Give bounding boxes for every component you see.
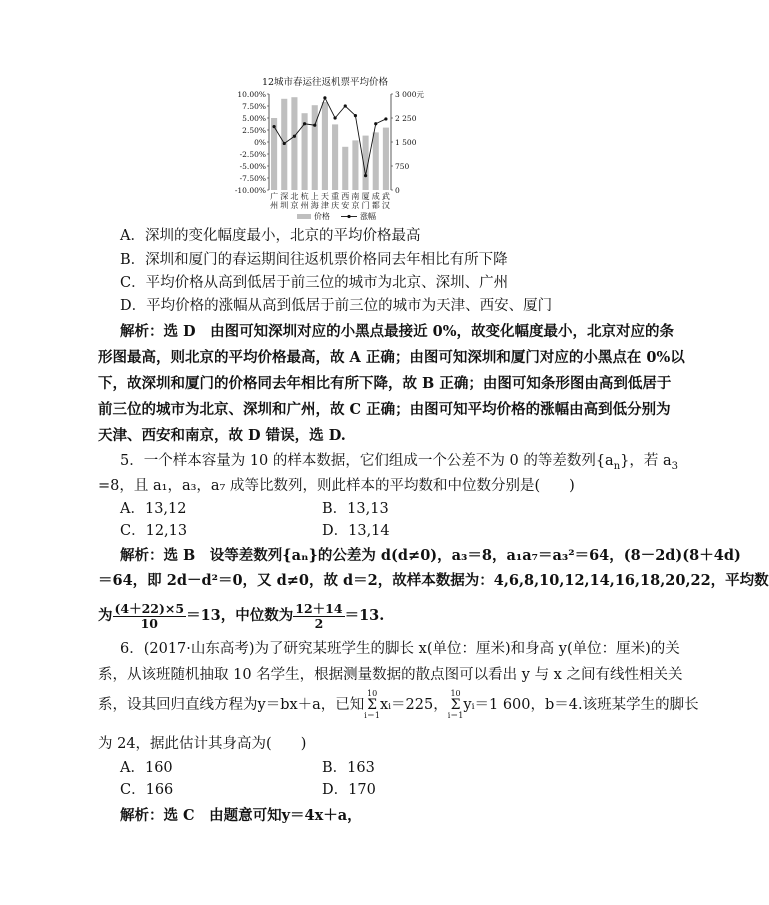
price-bar — [352, 140, 358, 190]
q5-solution-line2: ＝64，即 2d－d²＝0，又 d≠0，故 d＝2，故样本数据为：4,6,8,10,12,14,16,18,20,22，平均数 — [98, 572, 769, 589]
fraction-median: $\frac{12+14}{2}$ — [295, 600, 343, 631]
price-bar — [271, 118, 277, 190]
category-label: 成 — [371, 192, 380, 201]
growth-point — [344, 104, 347, 107]
category-label: 海 — [310, 201, 319, 210]
growth-point — [323, 96, 326, 99]
q6-stem-line4: 为 24，据此估计其身高为( ) — [98, 736, 307, 752]
q6-option-b: B．163 — [322, 760, 375, 776]
category-label: 州 — [270, 201, 279, 210]
sum-symbol: 10 Σ i＝1 — [364, 689, 380, 720]
category-label: 上 — [310, 192, 319, 201]
category-label: 京 — [351, 201, 360, 210]
q5-option-b: B．13,13 — [322, 501, 389, 517]
growth-point — [293, 135, 296, 138]
growth-point — [354, 114, 357, 117]
category-label: 庆 — [331, 201, 340, 210]
price-chart — [225, 74, 425, 224]
q5-solution-line3: 为 $\frac{(4+22)\times 5}{10}$ ＝13，中位数为 $\frac{12+14}{2}$ ＝13. — [98, 600, 385, 631]
q4-solution-line: 前三位的城市为北京、深圳和广州，故 C 正确；由图可知平均价格的涨幅由高到低分别为 — [98, 401, 671, 418]
left-tick-label: -5.00% — [239, 162, 266, 171]
q6-option-c: C．166 — [120, 782, 174, 798]
legend-price-label: 价格 — [314, 212, 330, 221]
category-label: 武 — [381, 192, 390, 201]
q6-option-d: D．170 — [322, 782, 376, 798]
growth-point — [283, 142, 286, 145]
q5-option-d: D．13,14 — [322, 523, 390, 539]
price-bar — [332, 124, 338, 190]
legend-growth-label: 涨幅 — [360, 212, 376, 221]
regression-equation: y＝bx＋a — [257, 697, 321, 713]
category-label: 安 — [341, 201, 350, 210]
category-label: 北 — [290, 192, 299, 201]
q5-option-c: C．12,13 — [120, 523, 188, 539]
right-tick-label: 3 000元 — [395, 90, 424, 99]
q4-option-a: A．深圳的变化幅度最小，北京的平均价格最高 — [120, 228, 421, 244]
left-tick-label: 5.00% — [242, 114, 266, 123]
category-label: 门 — [361, 201, 370, 210]
category-label: 西 — [341, 192, 350, 201]
q4-solution-line: 下，故深圳和厦门的价格同去年相比有所下降，故 B 正确；由图可知条形图由高到低居于 — [98, 375, 672, 392]
category-label: 天 — [320, 192, 329, 201]
left-tick-label: -7.50% — [239, 174, 266, 183]
price-bar — [312, 105, 318, 190]
legend-price-swatch — [297, 214, 311, 219]
q4-option-d: D．平均价格的涨幅从高到低居于前三位的城市为天津、西安、厦门 — [120, 298, 553, 314]
right-tick-label: 0 — [395, 186, 400, 195]
price-bar — [373, 132, 379, 190]
legend-growth-point — [347, 215, 350, 218]
category-label: 重 — [331, 192, 340, 201]
price-bar — [291, 97, 297, 190]
right-tick-label: 1 500 — [395, 138, 417, 147]
q5-solution-line1: 解析：选 B 设等差数列{aₙ}的公差为 d(d≠0)，a₃＝8，a₁a₇＝a₃²＝64，(8－2d)(8＋4d) — [120, 547, 741, 564]
right-tick-label: 2 250 — [395, 114, 417, 123]
category-label: 汉 — [381, 201, 390, 210]
growth-point — [272, 125, 275, 128]
category-label: 广 — [270, 192, 279, 201]
growth-point — [303, 122, 306, 125]
q4-solution-line: 天津、西安和南京，故 D 错误，选 D. — [98, 427, 346, 444]
left-tick-label: 7.50% — [242, 102, 266, 111]
q5-stem-line1: 5．一个样本容量为 10 的样本数据，它们组成一个公差不为 0 的等差数列$\{a_n\}$，若 $a_3$ — [120, 453, 679, 472]
category-label: 津 — [320, 201, 329, 210]
q6-solution-line: 解析：选 C 由题意可知y＝4x＋a， — [120, 807, 362, 824]
growth-point — [384, 117, 387, 120]
fraction-mean: $\frac{(4+22)\times 5}{10}$ — [114, 600, 185, 631]
q4-solution-line: 形图最高，则北京的平均价格最高，故 A 正确；由图可知深圳和厦门对应的小黑点在 0%以 — [98, 349, 685, 366]
left-tick-label: 0% — [254, 138, 266, 147]
q5-stem-line2: =8，且 a₁，a₃，a₇ 成等比数列，则此样本的平均数和中位数分别是( ) — [98, 478, 575, 494]
growth-point — [364, 174, 367, 177]
left-tick-label: 2.50% — [242, 126, 266, 135]
q4-solution-line: 解析：选 D 由图可知深圳对应的小黑点最接近 0%，故变化幅度最小，北京对应的条 — [120, 323, 675, 340]
q6-stem-line1: 6．(2017·山东高考)为了研究某班学生的脚长 x(单位：厘米)和身高 y(单位：厘米)的关 — [120, 641, 680, 657]
category-label: 州 — [300, 201, 309, 210]
left-tick-label: -2.50% — [239, 150, 266, 159]
category-label: 京 — [290, 201, 299, 210]
category-label: 都 — [371, 201, 380, 210]
q5-option-a: A．13,12 — [120, 501, 187, 517]
price-bar — [342, 147, 348, 190]
price-bar — [383, 128, 389, 190]
growth-point — [374, 122, 377, 125]
q6-stem-line2: 系，从该班随机抽取 10 名学生，根据测量数据的散点图可以看出 y 与 x 之间有线性相关关 — [98, 667, 683, 683]
growth-point — [313, 124, 316, 127]
category-label: 深 — [280, 192, 289, 201]
growth-line — [274, 98, 386, 176]
q6-option-a: A．160 — [120, 760, 173, 776]
category-label: 圳 — [280, 201, 289, 210]
q6-stem-line3: 系，设其回归直线方程为y＝bx＋a，已知10 Σ i＝1xᵢ＝225，10 Σ i＝1yᵢ＝1 600，b＝4.该班某学生的脚长 — [98, 689, 699, 720]
left-tick-label: 10.00% — [237, 90, 266, 99]
category-label: 厦 — [361, 192, 370, 201]
chart-svg — [225, 74, 425, 224]
q4-option-b: B．深圳和厦门的春运期间往返机票价格同去年相比有所下降 — [120, 252, 508, 268]
category-label: 杭 — [300, 192, 309, 201]
right-tick-label: 750 — [395, 162, 410, 171]
q4-option-c: C．平均价格从高到低居于前三位的城市为北京、深圳、广州 — [120, 275, 509, 291]
growth-point — [333, 116, 336, 119]
chart-title: 12城市春运往返机票平均价格 — [261, 77, 389, 88]
category-label: 南 — [351, 192, 360, 201]
price-bar — [322, 102, 328, 190]
left-tick-label: -10.00% — [234, 186, 266, 195]
sum-symbol: 10 Σ i＝1 — [447, 689, 464, 720]
